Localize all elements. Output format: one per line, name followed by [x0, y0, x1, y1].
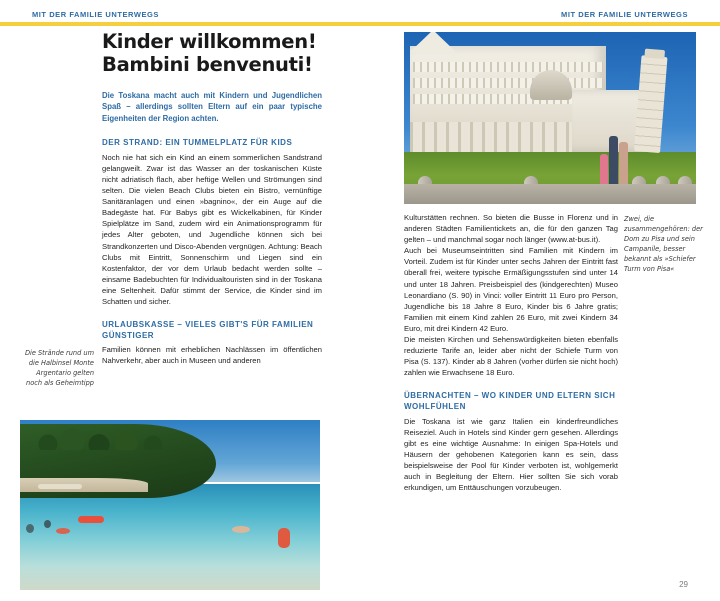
running-head-right: MIT DER FAMILIE UNTERWEGS: [561, 10, 688, 19]
section-body-urlaubskasse-right-1: Kulturstätten rechnen. So bieten die Busse in Florenz und in anderen Städten Familientickets an, die für den ganzen Tag gelten – und manchmal sogar noch länger (www.at-bus.it).: [404, 213, 618, 245]
section-heading-beach: DER STRAND: EIN TUMMELPLATZ FÜR KIDS: [102, 138, 293, 148]
swimmer: [26, 524, 34, 533]
sea-water: [20, 484, 320, 590]
swimmer: [44, 520, 51, 528]
adult-figure: [619, 142, 628, 186]
child-figure: [600, 154, 608, 186]
lede-paragraph: Die Toskana macht auch mit Kindern und Jugendlichen Spaß – allerdings sollten Eltern auf ein paar typische Eigenheiten der Region achten.: [102, 91, 322, 123]
swimmer: [56, 528, 70, 534]
paved-path: [404, 184, 696, 204]
section-body-urlaubskasse-right-2: Auch bei Museumseintritten sind Familien mit Kindern im Vorteil. Zudem ist für Kinder unter sechs Jahren der Eintritt fast überall frei, weitere typische Ermäßigungsstufen sind unter 14 und unter 18 Jahren. Preisbeispiel des (kindgerechten) Museo Leonardiano (S. 90) in Vinci: voller Eintritt 11 Euro pro Person, Jugendliche bis 18 Jahre 8 Euro, Kinder bis 6 Jahre gratis; Familien mit einem Kind zahlen 26 Euro, mit zwei Kindern 34 Euro, mit drei Kindern 42 Euro.: [404, 246, 618, 333]
tower-belfry: [644, 49, 665, 60]
right-column: [404, 212, 618, 493]
swimmer: [232, 526, 250, 533]
cathedral-arcade-row: [413, 62, 603, 72]
section-body-beach: Noch nie hat sich ein Kind an einem sommerlichen Sandstrand gelangweilt. Zwar ist das Wasser an der toskanischen Küste nicht adriatisch flach, aber heftige Wellen und Strömungen sind selten. Die vielen Beach Clubs bieten ein Bistro, vernünftige Sanitäranlagen und einen »bagnino«, der ein Auge auf die Badegäste hat. Für Babys gibt es Wickelkabinen, für Kinder Spielplätze im Sand, zudem wird ein Animationsprogramm für jedes Alter geboten, und Jugendliche können sich bei Strandkonzerten und Disco-Abenden vergnügen. Achtung: Beach Clubs mit Eintritt, Sonnenschirm und Liegen sind ein Kostenfaktor, der vor dem Urlaub bedacht werden sollte – einsame Badebuchten für Individualtouristen sind in der Toskana eine Seltenheit. Dafür stimmt der Service, die Kinder sind im Schatten und sicher.: [102, 152, 322, 307]
photo-beach-bay: [20, 420, 320, 590]
page-number: 29: [679, 580, 688, 589]
photo-pisa-cathedral: [404, 32, 696, 204]
caption-pisa: Zwei, die zusammengehören: der Dom zu Pisa und sein Campanile, besser bekannt als »Schiefer Turm von Pisa«: [624, 215, 703, 273]
adult-figure: [609, 136, 618, 186]
section-body-urlaubskasse-right-3: Die meisten Kirchen und Sehenswürdigkeiten bieten ebenfalls reduzierte Tarife an, leider aber nicht der Schiefe Turm von Pisa (S. 137). Kinder ab 8 Jahren (vorher dürfen sie nicht hoch) zahlen wie Erwachsene 18 Euro.: [404, 335, 618, 378]
cathedral-arcade-row: [413, 78, 603, 88]
page-title: Kinder willkommen! Bambini benvenuti!: [102, 30, 317, 76]
tree-canopy: [30, 420, 180, 450]
section-heading-uebernachten: ÜBERNACHTEN – WO KINDER UND ELTERN SICH WOHLFÜHLEN: [404, 391, 616, 411]
caption-beach: Die Strände rund um die Halbinsel Monte Argentario gelten noch als Geheimtipp: [24, 349, 94, 387]
beach-umbrellas: [38, 484, 82, 489]
left-column: [102, 30, 322, 367]
running-head-left: MIT DER FAMILIE UNTERWEGS: [32, 10, 159, 19]
section-body-uebernachten: Die Toskana ist wie ganz Italien ein kinderfreundliches Reiseziel. Auch in Hotels sind Kinder gern gesehen. Allerdings gibt es eine wichtige Ausnahme: In einigen Spa-Hotels und Häusern der gehobenen Kategorien kann es sein, dass beispielsweise der Pool für Kinder verboten ist, wohlgemerkt auch in Begleitung der Eltern. Hier sollten Sie sich vorab erkundigen, um Enttäuschungen vorzubeugen.: [404, 416, 618, 493]
section-heading-urlaubskasse: URLAUBSKASSE – VIELES GIBT'S FÜR FAMILIEN GÜNSTIGER: [102, 320, 314, 340]
swimmer-standing: [278, 528, 290, 548]
section-body-urlaubskasse-left: Familien können mit erheblichen Nachlässen im öffentlichen Nahverkehr, aber auch in Museen und anderen: [102, 345, 322, 366]
header-rule: [0, 22, 720, 26]
inflatable-float: [78, 516, 104, 523]
family-group: [600, 124, 630, 186]
